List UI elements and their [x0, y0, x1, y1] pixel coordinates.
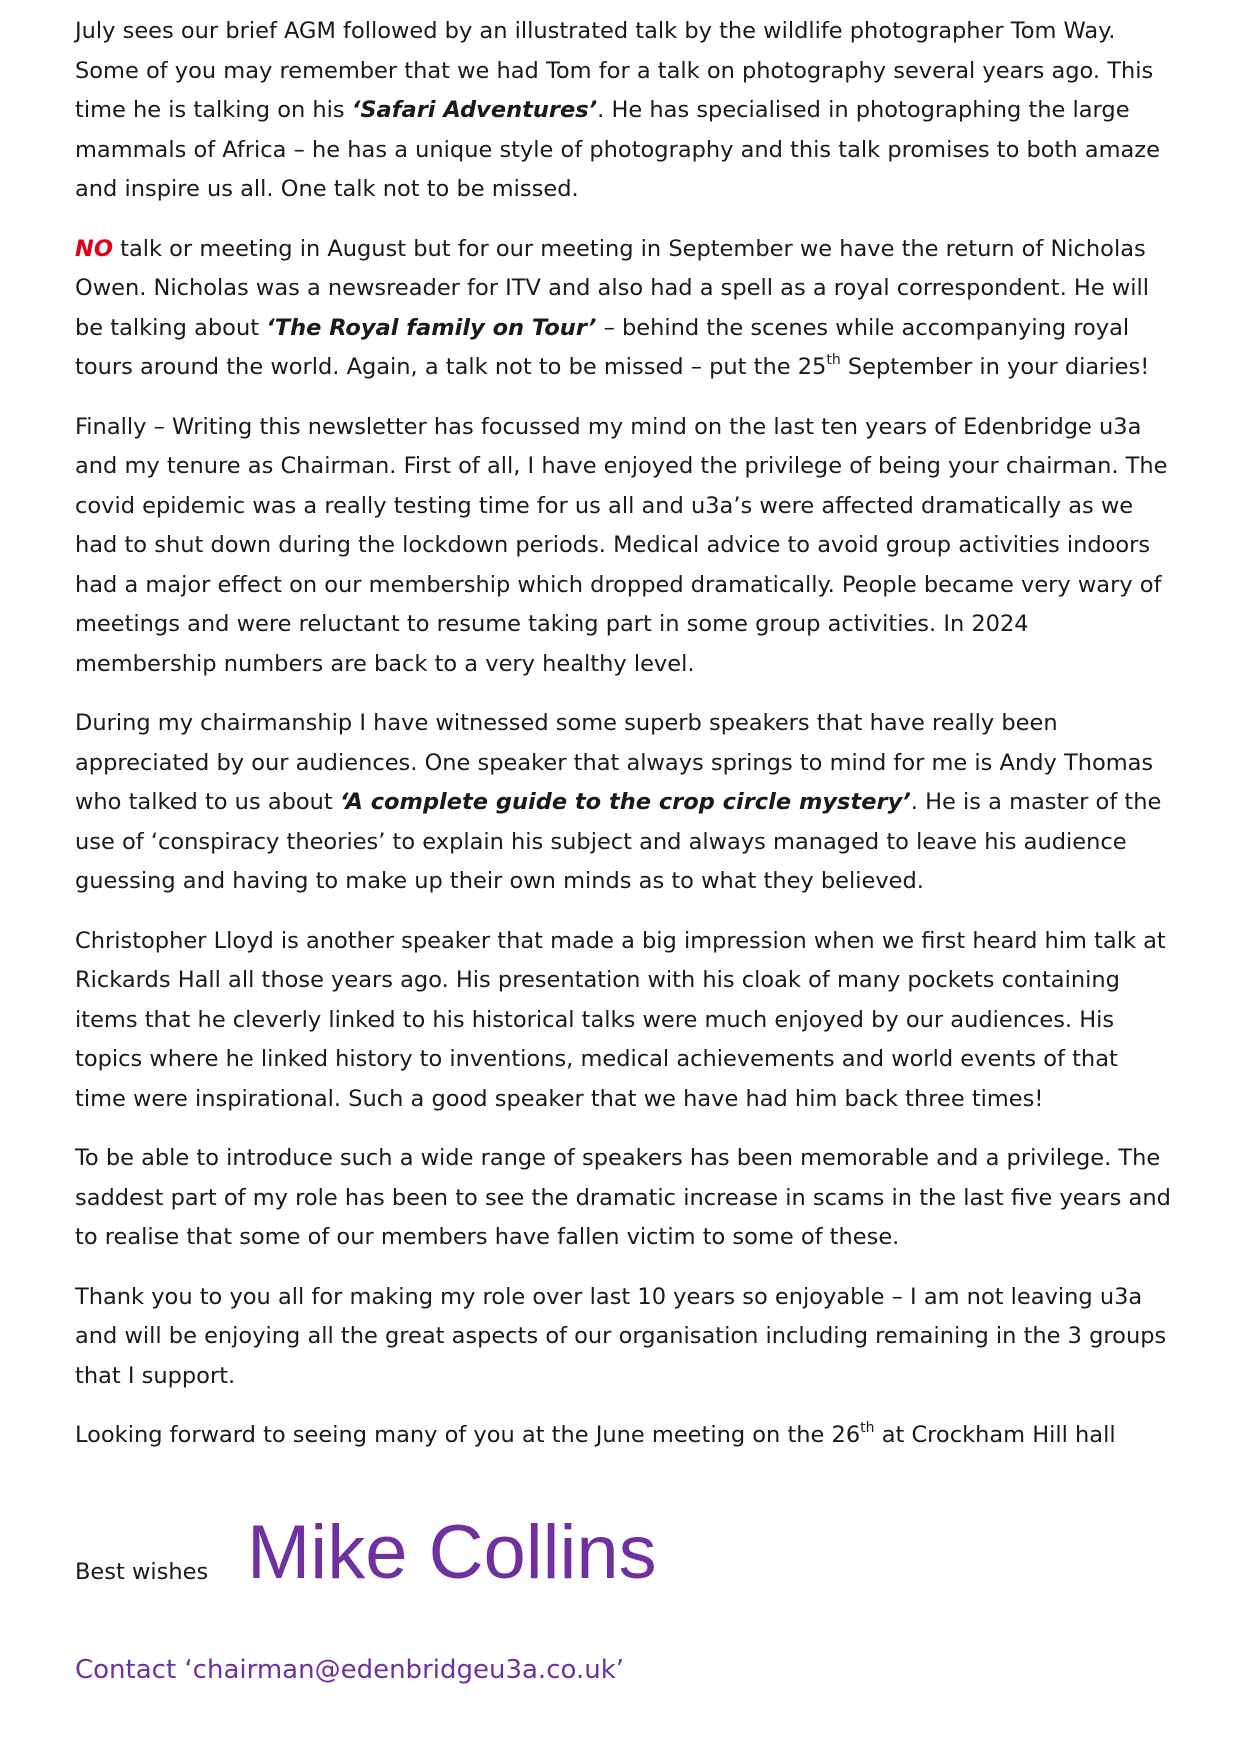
date-ordinal-suffix: th: [826, 351, 841, 368]
looking-forward-text-before: Looking forward to seeing many of you at the June meeting on the 26: [75, 1422, 861, 1448]
date-ordinal-suffix: th: [860, 1419, 875, 1436]
crop-circle-title: ‘A complete guide to the crop circle mystery’: [339, 789, 911, 815]
july-text-before: July sees our brief AGM followed by an illustrated talk by the wildlife photographer Tom Way. Some of you may remember that we had Tom for a talk on photography several years ago. This time he is talking on his: [75, 18, 1154, 123]
paragraph-christopher-lloyd: Christopher Lloyd is another speaker that made a big impression when we first heard him talk at Rickards Hall all those years ago. His presentation with his cloak of many pockets containing items that he cleverly linked to his historical talks were much enjoyed by our audiences. His topics where he linked history to inventions, medical achievements and world events of that time were inspirational. Such a good speaker that we have had him back three times!: [75, 927, 1166, 1112]
newsletter-body: [75, 12, 1175, 1476]
royal-family-title: ‘The Royal family on Tour’: [266, 314, 597, 341]
paragraph-july-agm: [75, 12, 1175, 210]
contact-email: Contact ‘chairman@edenbridgeu3a.co.uk’: [75, 1655, 625, 1685]
paragraph-chairmanship: [75, 704, 1175, 902]
chairmanship-text-before: During my chairmanship I have witnessed some superb speakers that have really been appreciated by our audiences. One speaker that always springs to mind for me is Andy Thomas who talked to us about: [75, 710, 1154, 815]
august-text-before: talk or meeting in August but for our meeting in September we have the return of Nicholas Owen. Nicholas was a newsreader for ITV and also had a spell as a royal correspondent. He will be talking about: [75, 235, 1149, 341]
paragraph-thanks: Thank you to you all for making my role over last 10 years so enjoyable – I am not leaving u3a and will be enjoying all the great aspects of our organisation including remaining in the 3 groups that I support.: [75, 1283, 1167, 1389]
signature: Mike Collins: [247, 1510, 657, 1595]
signoff-block: [75, 1510, 1175, 1595]
paragraph-privilege: To be able to introduce such a wide range of speakers has been memorable and a privilege. The saddest part of my role has been to see the dramatic increase in scams in the last five years and to realise that some of our members have fallen victim to some of these.: [75, 1145, 1171, 1250]
chairmanship-text-after: . He is a master of the use of ‘conspiracy theories’ to explain his subject and always managed to leave his audience guessing and having to make up their own minds as to what they believed.: [75, 789, 1162, 894]
best-wishes-text: Best wishes: [75, 1559, 209, 1585]
august-text-middle: – behind the scenes while accompanying royal tours around the world. Again, a talk not to be missed – put the 25: [75, 314, 1130, 380]
safari-adventures-title: ‘Safari Adventures’: [351, 97, 598, 123]
looking-forward-text-after: at Crockham Hill hall: [874, 1422, 1116, 1448]
july-text-after: . He has specialised in photographing the large mammals of Africa – he has a unique style of photography and this talk promises to both amaze and inspire us all. One talk not to be missed.: [75, 97, 1160, 202]
paragraph-finally: Finally – Writing this newsletter has focussed my mind on the last ten years of Edenbridge u3a and my tenure as Chairman. First of all, I have enjoyed the privilege of being your chairman. The covid epidemic was a really testing time for us all and u3a’s were affected dramatically as we had to shut down during the lockdown periods. Medical advice to avoid group activities indoors had a major effect on our membership which dropped dramatically. People became very wary of meetings and were reluctant to resume taking part in some group activities. In 2024 membership numbers are back to a very healthy level.: [75, 413, 1168, 677]
paragraph-august-september: [75, 230, 1175, 388]
august-text-after: September in your diaries!: [840, 354, 1150, 380]
no-emphasis: NO: [75, 235, 113, 262]
paragraph-looking-forward: [75, 1416, 1175, 1456]
